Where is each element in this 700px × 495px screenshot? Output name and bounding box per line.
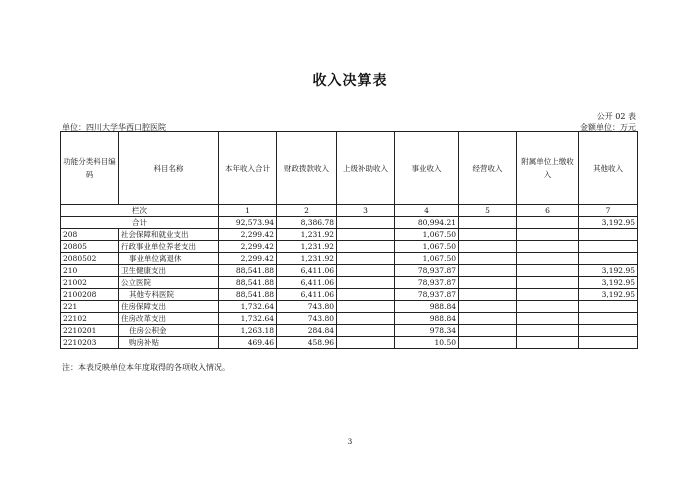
row-code: 21002: [61, 277, 119, 289]
row-value: [337, 313, 395, 325]
index-col: 5: [459, 205, 517, 217]
row-value: [337, 229, 395, 241]
row-value: [517, 337, 579, 349]
total-label: 合计: [61, 217, 219, 229]
table-row: [61, 265, 638, 277]
row-value: 78,937.87: [395, 277, 459, 289]
row-value: [459, 253, 517, 265]
row-value: [579, 241, 638, 253]
row-name: 公立医院: [119, 277, 219, 289]
index-row: [61, 205, 638, 217]
row-value: 469.46: [219, 337, 277, 349]
row-value: 743.80: [277, 313, 337, 325]
row-value: 988.84: [395, 313, 459, 325]
row-value: 284.84: [277, 325, 337, 337]
row-value: 1,231.92: [277, 229, 337, 241]
row-value: [579, 253, 638, 265]
row-value: [517, 253, 579, 265]
form-number: 公开 02 表: [596, 112, 636, 121]
row-value: [517, 277, 579, 289]
row-code: 22102: [61, 313, 119, 325]
row-value: 3,192.95: [579, 277, 638, 289]
row-name: 卫生健康支出: [119, 265, 219, 277]
row-value: [459, 241, 517, 253]
header-affiliated: 附属单位上缴收入: [517, 132, 579, 205]
row-value: [459, 337, 517, 349]
row-value: [337, 253, 395, 265]
row-name: 住房改革支出: [119, 313, 219, 325]
table-row: [61, 289, 638, 301]
row-value: 6,411.06: [277, 277, 337, 289]
row-value: [579, 313, 638, 325]
row-value: 78,937.87: [395, 289, 459, 301]
row-name: 其他专科医院: [119, 289, 219, 301]
row-code: 2100208: [61, 289, 119, 301]
row-name: 社会保障和就业支出: [119, 229, 219, 241]
index-col: 7: [579, 205, 638, 217]
header-upper-subsidy: 上级补助收入: [337, 132, 395, 205]
row-value: 3,192.95: [579, 289, 638, 301]
table-row: [61, 277, 638, 289]
amount-unit-label: 金额单位：万元: [580, 123, 636, 132]
total-cell: [459, 217, 517, 229]
table-row: [61, 337, 638, 349]
row-value: [517, 313, 579, 325]
unit-label: 单位：四川大学华西口腔医院: [62, 123, 166, 132]
row-value: 1,231.92: [277, 241, 337, 253]
row-value: [459, 229, 517, 241]
header-other: 其他收入: [579, 132, 638, 205]
row-value: [579, 301, 638, 313]
table-note: 注：本表反映单位本年度取得的各项收入情况。: [62, 363, 230, 372]
row-value: [517, 229, 579, 241]
total-cell: 3,192.95: [579, 217, 638, 229]
row-value: 1,067.50: [395, 241, 459, 253]
row-name: 行政事业单位养老支出: [119, 241, 219, 253]
index-col: 3: [337, 205, 395, 217]
row-value: [517, 325, 579, 337]
row-value: 1,732.64: [219, 313, 277, 325]
row-value: [459, 301, 517, 313]
row-value: [579, 229, 638, 241]
row-value: 1,067.50: [395, 229, 459, 241]
row-value: [579, 337, 638, 349]
header-business: 事业收入: [395, 132, 459, 205]
row-value: 6,411.06: [277, 289, 337, 301]
table-row: [61, 325, 638, 337]
row-value: 1,231.92: [277, 253, 337, 265]
total-cell: [517, 217, 579, 229]
row-value: [517, 241, 579, 253]
row-code: 2210203: [61, 337, 119, 349]
row-value: [459, 265, 517, 277]
header-code: 功能分类科目编码: [61, 132, 119, 205]
header-name: 科目名称: [119, 132, 219, 205]
row-value: 1,067.50: [395, 253, 459, 265]
row-value: [337, 265, 395, 277]
row-value: [337, 325, 395, 337]
row-value: [459, 277, 517, 289]
index-label: 栏次: [61, 205, 219, 217]
row-value: 88,541.88: [219, 277, 277, 289]
row-code: 210: [61, 265, 119, 277]
total-cell: 80,994.21: [395, 217, 459, 229]
table-row: [61, 253, 638, 265]
row-value: 2,299.42: [219, 229, 277, 241]
income-table: [60, 131, 638, 349]
row-value: 1,732.64: [219, 301, 277, 313]
page-number: 3: [347, 438, 353, 446]
table-row: [61, 313, 638, 325]
total-cell: [337, 217, 395, 229]
row-value: 3,192.95: [579, 265, 638, 277]
row-code: 20805: [61, 241, 119, 253]
row-value: 978.34: [395, 325, 459, 337]
row-value: [459, 289, 517, 301]
row-code: 2210201: [61, 325, 119, 337]
row-value: 2,299.42: [219, 241, 277, 253]
row-name: 事业单位离退休: [119, 253, 219, 265]
row-value: [459, 313, 517, 325]
row-value: 988.84: [395, 301, 459, 313]
page-title: 收入决算表: [312, 73, 388, 89]
row-value: [517, 265, 579, 277]
row-value: 88,541.88: [219, 289, 277, 301]
row-value: 2,299.42: [219, 253, 277, 265]
header-total: 本年收入合计: [219, 132, 277, 205]
row-value: [337, 337, 395, 349]
header-operating: 经营收入: [459, 132, 517, 205]
row-value: 1,263.18: [219, 325, 277, 337]
row-value: 10.50: [395, 337, 459, 349]
header-fiscal: 财政拨款收入: [277, 132, 337, 205]
table-row: [61, 301, 638, 313]
row-name: 住房公积金: [119, 325, 219, 337]
table-row: [61, 229, 638, 241]
row-value: [579, 325, 638, 337]
row-value: [517, 289, 579, 301]
row-name: 购房补贴: [119, 337, 219, 349]
row-value: 6,411.06: [277, 265, 337, 277]
row-value: [459, 325, 517, 337]
header-row: [61, 132, 638, 205]
total-row: [61, 217, 638, 229]
row-value: 88,541.88: [219, 265, 277, 277]
table-row: [61, 241, 638, 253]
row-value: [337, 289, 395, 301]
row-value: [337, 301, 395, 313]
total-cell: 8,386.78: [277, 217, 337, 229]
row-code: 2080502: [61, 253, 119, 265]
row-value: 743.80: [277, 301, 337, 313]
row-value: 78,937.87: [395, 265, 459, 277]
row-value: [337, 277, 395, 289]
total-cell: 92,573.94: [219, 217, 277, 229]
index-col: 1: [219, 205, 277, 217]
index-col: 4: [395, 205, 459, 217]
row-value: 458.96: [277, 337, 337, 349]
row-code: 221: [61, 301, 119, 313]
index-col: 2: [277, 205, 337, 217]
index-col: 6: [517, 205, 579, 217]
row-value: [337, 241, 395, 253]
row-name: 住房保障支出: [119, 301, 219, 313]
row-code: 208: [61, 229, 119, 241]
row-value: [517, 301, 579, 313]
